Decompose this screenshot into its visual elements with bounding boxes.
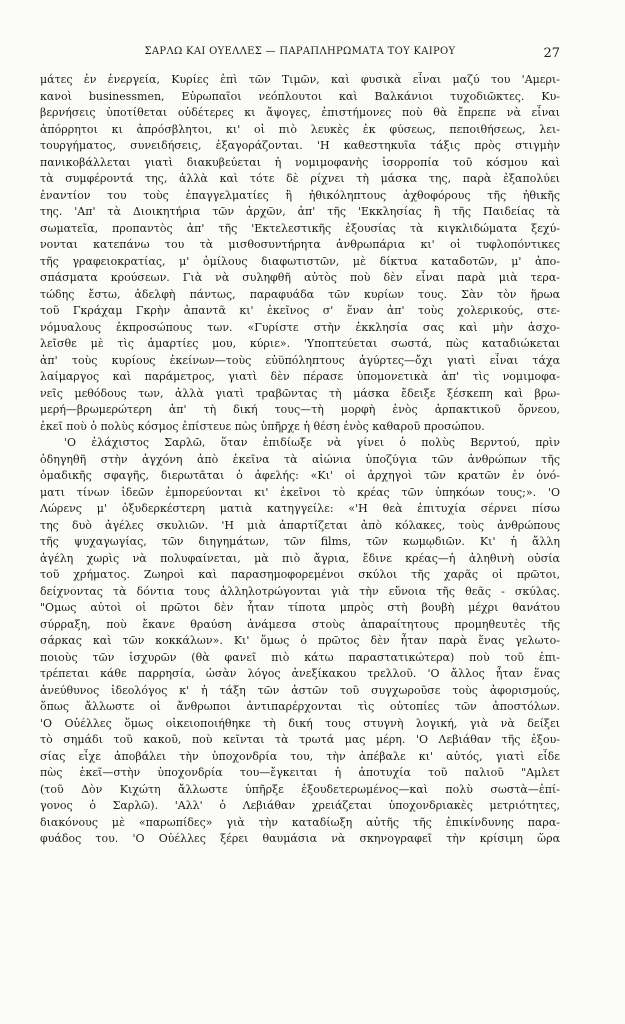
text-line: πὼς ἐκεῖ—στὴν ὑποχονδρία του—ἔγκειται ἡ ἀποτυχία τοῦ παλιοῦ "Αμλετ: [40, 766, 560, 779]
text-line: ἀγέλη χωρὶς νὰ πολυφαίνεται, μὰ πιὸ ἄγρια, ἔδινε κρέας—ἡ ἀληθινὴ οὐσία: [40, 551, 560, 565]
text-line: της. 'Απ' τὰ Διοικητήρια τῶν ἀρχῶν, ἀπ' τῆς 'Εκκλησίας ἢ τῆς Παιδείας τὰ: [40, 205, 560, 218]
text-line: μάτες ἐν ἐνεργεία, Κυρίες ἐπὶ τῶν Τιμῶν, καὶ φυσικὰ εἶναι μαζύ του 'Αμερι-: [40, 73, 560, 86]
page-number: 27: [543, 46, 560, 61]
text-line: λαίμαργος καὶ παράμετρος, γιατὶ δὲν πέρασε ὑπομονετικὰ ἀπ' τὶς νομιμοφα-: [40, 370, 560, 383]
text-line: σίας εἶχε ἀποβάλει τὴν ὑποχονδρία του, τὴν ἀπέβαλε κι' αὐτός, γιατὶ εἶδε: [40, 749, 560, 763]
text-line: τώδης ἔστω, ἀδελφὴ πάντως, παραφυάδα τῶν κυρίων τους. Σὰν τὸν ἥρωα: [40, 287, 560, 301]
text-line: τῆς γραφειοκρατίας, μ' ὁμίλους διαφωτιστῶν, μὲ δίκτυα καταδοτῶν, μ' ἀπο-: [40, 254, 560, 268]
text-line: τοῦ χρήματος. Ζωηροὶ καὶ παρασημοφορεμένοι σκύλοι τῆς χαρᾶς οἱ πρῶτοι,: [40, 568, 560, 581]
running-head: ΣΑΡΛΩ ΚΑΙ ΟΥΕΛΛΕΣ — ΠΑΡΑΠΛΗΡΩΜΑΤΑ ΤΟΥ ΚΑΙΡΟΥ: [144, 46, 456, 57]
text-line: τρέπεται κάθε παρρησία, ὡσὰν λόγος ἀνεξίκακου τρελλοῦ. 'Ο ἄλλος ἦταν ἕνας: [40, 667, 560, 680]
text-line: νόμυαλους ἐκπροσώπους των. «Γυρίστε στὴν ἐκκλησία σας καὶ μὴν ἀσχο-: [40, 320, 560, 334]
text-line: ἀπ' τοὺς κυρίους ἐκείνων—τοὺς εὐϋπόληπτους ἀγύρτες—ὄχι γιατὶ εἶναι τάχα: [40, 353, 560, 367]
text-line: ποιοὺς τῶν ἰσχυρῶν (θὰ φανεῖ πιὸ κάτω παραστατικώτερα) ποὺ τοῦ ἐπι-: [40, 650, 560, 664]
text-line: 'Ο Οὐέλλες ὅμως οἰκειοποιήθηκε τὴ δική τους στυγνὴ λογική, γιὰ νὰ δείξει: [40, 716, 560, 730]
text-line: ὁμαδικῆς σφαγῆς, διερωτᾶται ὁ ἀφελής: «Κι' οἱ ἀρχηγοὶ τῶν κρατῶν ἐν ὀνό-: [40, 469, 560, 482]
text-line: βερνήσεις ὑποτίθεται οὐδέτερες κι ἄψογες, ἐπιστήμονες ποὺ θὰ ἔπρεπε νὰ εἶναι: [40, 106, 560, 119]
text-line: φυάδος του. 'Ο Οὐέλλες ξέρει θαυμάσια νὰ σκηνογραφεῖ τὴν κρίσιμη ὥρα: [40, 832, 560, 845]
text-line: νεῖς μεθόδους των, ἀλλὰ γιατὶ τραβῶντας τὴ μάσκα ἔδειξε ξέσκεπη καὶ βρω-: [40, 386, 560, 400]
page-header: [40, 46, 560, 61]
text-line: ὁδηγηθῆ στὴν ἀγχόνη ἀπὸ ἐκεῖνα τὰ αἰώνια ὑποζύγια τῶν ἀνθρώπων τῆς: [40, 452, 560, 466]
text-line: σωματεῖα, προπαντὸς ἀπ' τῆς 'Εκτελεστικῆς ἐξουσίας τὰ κιγκλιδώματα ξεχύ-: [40, 221, 560, 235]
text-line: σπάσματα κρούσεων. Γιὰ νὰ συληφθῆ αὐτὸς ποὺ δὲν εἶναι παρὰ μιὰ τερα-: [40, 271, 560, 284]
text-line: 'Ο ἐλάχιστος Σαρλῶ, ὅταν ἐπιδίωξε νὰ γίνει ὁ πολὺς Βερντού, πρὶν: [64, 436, 560, 449]
text-line: πανικοβάλλεται γιατὶ διακυβεύεται ἡ νομιμοφανὴς ἰσορροπία τοῦ κόσμου καὶ: [40, 155, 560, 169]
text-line: Λώρενς μ' ὀξυδερκέστερη ματιὰ κατηγγείλε: «'Η θεὰ ἐπιτυχία σέρνει πίσω: [40, 502, 560, 515]
text-line: ἐναντίον του τοὺς ἐπαγγελματίες ἢ ἠθικόληπτους ἀχθοφόρους τῆς ἠθικῆς: [40, 188, 560, 202]
text-line: τοῦ Γκράχαμ Γκρὴν ἀπαντᾶ κι' ἐκεῖνος σ' ἕναν ἀπ' τοὺς χολερικούς, στε-: [40, 304, 560, 317]
text-line: ματι τίνων ἰδεῶν ἐμπορεύονται κι' ἐκεῖνοι τὸ κρέας τῶν ὑπηκόων τους;». 'Ο: [40, 485, 560, 499]
text-line: τουργήματος, συνειδήσεις, ἐξαγοράζονται. 'Η καθεστηκυῖα τάξις πρὸς στιγμὴν: [40, 139, 560, 152]
text-line: διακόνους μὲ «παρωπίδες» γιὰ τὴν καταδίωξη αὐτῆς τῆς ἐπικίνδυνης παρα-: [40, 815, 560, 829]
text-line: δείχνοντας τὰ δόντια τους ἀλληλοτρώγονται γιὰ τὴν εὔνοια τῆς θεᾶς - σκύλας.: [40, 584, 560, 598]
text-line: τὸ σημάδι τοῦ κακοῦ, ποὺ κεῖνται τὰ τρωτά μας μέρη. 'Ο Λεβιάθαν τῆς ἐξου-: [40, 733, 560, 746]
text-line: σάρκας καὶ τῶν κοκκάλων». Κι' ὅμως ὁ πρῶτος δὲν ἦταν παρὰ ἕνας γελωτο-: [40, 634, 560, 647]
text-line: ἀνεύθυνος ἰδεολόγος κ' ἡ τάξη τῶν ἀστῶν τοῦ συγχωροῦσε τοὺς ἀφορισμούς,: [40, 683, 560, 697]
text-line: "Ομως αὐτοὶ οἱ πρῶτοι δὲν ἦταν τίποτα μπρὸς στὴ βουβὴ μέχρι θανάτου: [40, 601, 560, 614]
text-line: ἐκεῖ ποὺ ὁ πολὺς κόσμος ἐπίστευε πὼς ὑπῆρχε ἡ θέση ἑνὸς καθαροῦ προσώπου.: [40, 419, 485, 433]
text-line: νονται κατεπάνω του τὰ μισθοσυντήρητα ἀνθρωπάρια κι' οἱ τυφλοπόντικες: [40, 238, 560, 251]
text-line: σύρραξη, ποὺ ἔκανε θραύση ἀνάμεσα στοὺς ἀπαραίτητους προμηθευτὲς τῆς: [40, 617, 560, 631]
text-line: μερή—βρωμερώτερη ἀπ' τὴ δική τους—τὴ μορφὴ ἑνὸς ἀρπακτικοῦ ὄρνεου,: [40, 403, 560, 416]
text-line: τῆς ψυχαγωγίας, τῶν διηγημάτων, τῶν films, τῶν κωμῳδιῶν. Κι' ἡ ἄλλη: [40, 535, 560, 548]
text-line: γονος ὁ Σαρλῶ). 'Αλλ' ὁ Λεβιάθαν χρειάζεται ὑποχονδριακὲς μετριότητες,: [40, 799, 560, 812]
text-line: τὰ συμφέροντά της, ἀλλὰ καὶ τότε δὲ ρίχνει τὴ μάσκα της, παρὰ ἐξαπολύει: [40, 172, 560, 185]
text-line: της δυὸ ἀγέλες σκυλιῶν. 'Η μιὰ ἀπαρτίζεται ἀπὸ κόλακες, τοὺς ἀνθρώπους: [40, 518, 560, 532]
text-line: ὅπως ἄλλωστε οἱ ἄνθρωποι ἀντιπαρέρχονται τὶς οὐτοπίες τῶν ἀποστόλων.: [40, 700, 560, 713]
text-line: ἀπόρρητοι κι ἀπρόσβλητοι, κι' οἱ πιὸ λευκὲς ἐκ φύσεως, πεποιθήσεως, λει-: [40, 122, 560, 136]
text-line: λεῖσθε μὲ τὶς ἁμαρτίες μου, κύριε». 'Υποπτεύεται σωστά, πὼς καταδιώκεται: [40, 337, 560, 350]
text-line: κανοὶ businessmen, Εὐρωπαῖοι νεόπλουτοι καὶ Βαλκάνιοι τυχοδιῶκτες. Κυ-: [40, 89, 560, 103]
text-line: (τοῦ Δὸν Κιχώτη ἄλλωστε ὑπῆρξε ἐξουδετερωμένος—καὶ πολὺ σωστὰ—ἐπί-: [40, 782, 560, 796]
body-text: [40, 72, 560, 848]
